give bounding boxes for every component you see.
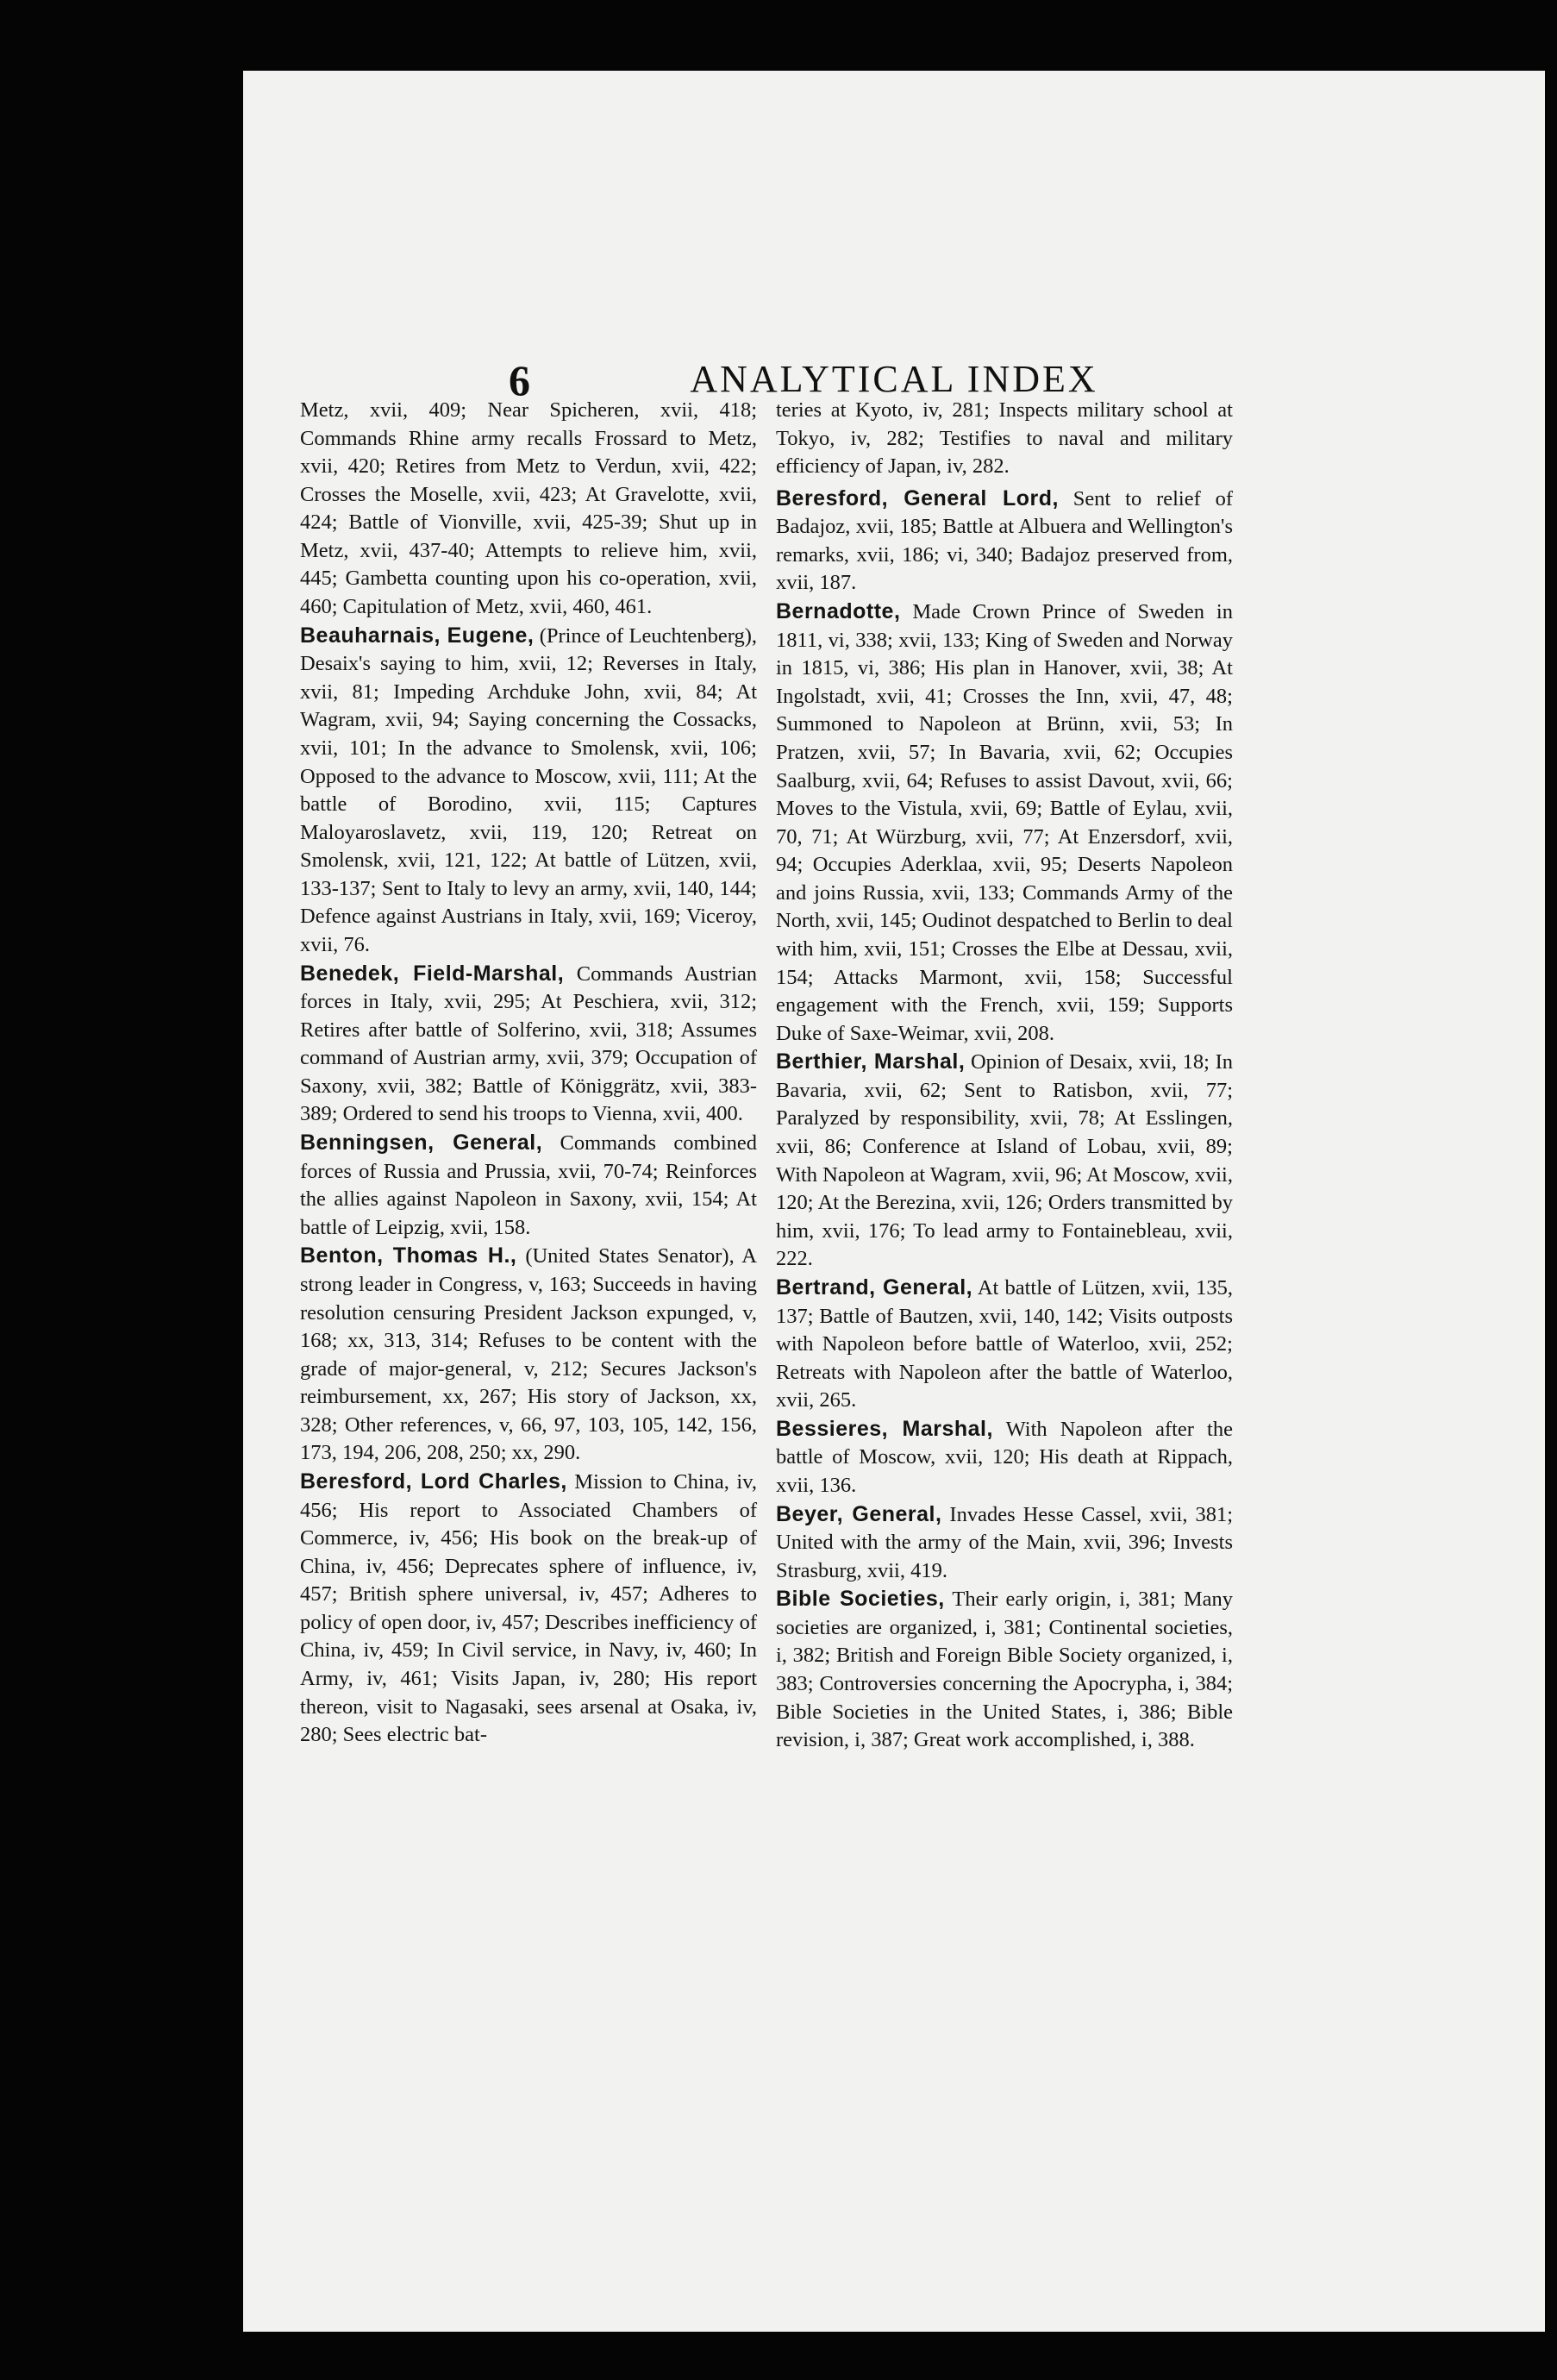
entry-text: Commands combined forces of Russia and Prussia, xvii, 70-74; Reinforces the allies against Napoleon in Saxony, xvii, 154; At battle of Leipzig, xvii, 158. <box>300 1131 757 1239</box>
index-entry <box>300 1468 757 1750</box>
entry-heading: Benningsen, General, <box>300 1130 543 1156</box>
index-entry <box>300 622 757 960</box>
entry-heading: Bernadotte, <box>776 599 901 624</box>
entry-heading: Beresford, General Lord, <box>776 485 1059 510</box>
entry-heading: Beresford, Lord Charles, <box>300 1469 567 1494</box>
entry-text: Made Crown Prince of Sweden in 1811, vi, 338; xvii, 133; King of Sweden and Norway in 1815, vi, 386; His plan in Hanover, xvii, 38; At Ingolstadt, xvii, 41; Crosses the Inn, xvii, 47, 48; Summoned to Napoleon at Brünn, xvii, 53; In Pratzen, xvii, 57; In Bavaria, xvii, 62; Occupies Saalburg, xvii, 64; Refuses to assist Davout, xvii, 66; Moves to the Vistula, xvii, 69; Battle of Eylau, xvii, 70, 71; At Würzburg, xvii, 77; At Enzersdorf, xvii, 94; Occupies Aderklaa, xvii, 95; Deserts Napoleon and joins Russia, xvii, 133; Commands Army of the North, xvii, 145; Oudinot despatched to Berlin to deal with him, xvii, 151; Crosses the Elbe at Dessau, xvii, 154; Attacks Marmont, xvii, 158; Successful engagement with the French, xvii, 159; Supports Duke of Saxe-Weimar, xvii, 208. <box>776 600 1233 1045</box>
entry-text: Commands Austrian forces in Italy, xvii, 295; At Peschiera, xvii, 312; Retires after battle of Solferino, xvii, 318; Assumes command of Austrian army, xvii, 379; Occupation of Saxony, xvii, 382; Battle of Königgrätz, xvii, 383-389; Ordered to send his troops to Vienna, xvii, 400. <box>300 961 757 1126</box>
entry-heading: Berthier, Marshal, <box>776 1049 966 1074</box>
entry-heading: Beauharnais, Eugene, <box>300 623 535 648</box>
entry-heading: Bessieres, Marshal, <box>776 1416 993 1441</box>
index-entry <box>300 960 757 1129</box>
entry-text: Their early origin, i, 381; Many societies are organized, i, 381; Continental societies, i, 382; British and Foreign Bible Society organized, i, 383; Controversies concerning the Apocrypha, i, 384; Bible Societies in the United States, i, 386; Bible revision, i, 387; Great work accomplished, i, 388. <box>776 1588 1233 1752</box>
entry-heading: Benedek, Field-Marshal, <box>300 961 565 986</box>
entry-heading: Bible Societies, <box>776 1587 945 1612</box>
index-entry <box>776 1274 1233 1415</box>
index-entry <box>776 598 1233 1048</box>
index-entry <box>776 1585 1233 1754</box>
index-entry <box>300 1129 757 1242</box>
index-entry <box>776 1500 1233 1586</box>
entry-text: (Prince of Leuchtenberg), Desaix's saying to him, xvii, 12; Reverses in Italy, xvii, 81; Impeding Archduke John, xvii, 84; At Wagram, xvii, 94; Saying concerning the Cossacks, xvii, 101; In the advance to Smolensk, xvii, 106; Opposed to the advance to Moscow, xvii, 111; At the battle of Borodino, xvii, 115; Captures Maloyaroslavetz, xvii, 119, 120; Retreat on Smolensk, xvii, 121, 122; At battle of Lützen, xvii, 133-137; Sent to Italy to levy an army, xvii, 140, 144; Defence against Austrians in Italy, xvii, 169; Viceroy, xvii, 76. <box>300 623 757 956</box>
entry-heading: Beyer, General, <box>776 1501 942 1526</box>
index-entry <box>776 1048 1233 1274</box>
running-head: ANALYTICAL INDEX <box>690 358 1098 400</box>
index-entry <box>776 485 1233 598</box>
entry-text: (United States Senator), A strong leader in Congress, v, 163; Succeeds in having resolution censuring President Jackson expunged, v, 168; xx, 313, 314; Refuses to be content with the grade of major-general, v, 212; Secures Jackson's reimbursement, xx, 267; His story of Jackson, xx, 328; Other references, v, 66, 97, 103, 105, 142, 156, 173, 194, 206, 208, 250; xx, 290. <box>300 1244 757 1465</box>
index-column-left <box>300 397 757 1750</box>
page-number: 6 <box>509 356 530 404</box>
entry-text: With Napoleon after the battle of Moscow, xvii, 120; His death at Rippach, xvii, 136. <box>776 1417 1233 1497</box>
entry-text: Sent to relief of Badajoz, xvii, 185; Battle at Albuera and Wellington's remarks, xvii, 186; vi, 340; Badajoz preserved from, xvii, 187. <box>776 486 1233 595</box>
index-entry <box>300 1242 757 1468</box>
entry-text: At battle of Lützen, xvii, 135, 137; Battle of Bautzen, xvii, 140, 142; Visits outposts with Napoleon before battle of Waterloo, xvii, 252; Retreats with Napoleon after the battle of Waterloo, xvii, 265. <box>776 1275 1233 1412</box>
continued-entry-text: teries at Kyoto, iv, 281; Inspects military school at Tokyo, iv, 282; Testifies to naval and military efficiency of Japan, iv, 282. <box>776 398 1233 479</box>
continued-entry-text: Metz, xvii, 409; Near Spicheren, xvii, 418; Commands Rhine army recalls Frossard to Metz, xvii, 420; Retires from Metz to Verdun, xvii, 422; Crosses the Moselle, xvii, 423; At Gravelotte, xvii, 424; Battle of Vionville, xvii, 425-39; Shut up in Metz, xvii, 437-40; Attempts to relieve him, xvii, 445; Gambetta counting upon his co-operation, xvii, 460; Capitulation of Metz, xvii, 460, 461. <box>300 398 757 619</box>
entry-text: Opinion of Desaix, xvii, 18; In Bavaria, xvii, 62; Sent to Ratisbon, xvii, 77; Paralyzed by responsibility, xvii, 78; At Esslingen, xvii, 86; Conference at Island of Lobau, xvii, 89; With Napoleon at Wagram, xvii, 96; At Moscow, xvii, 120; At the Berezina, xvii, 126; Orders transmitted by him, xvii, 176; To lead army to Fontainebleau, xvii, 222. <box>776 1050 1233 1271</box>
index-column-right <box>776 397 1233 1755</box>
entry-heading: Benton, Thomas H., <box>300 1243 517 1268</box>
index-entry <box>776 1415 1233 1500</box>
entry-text: Mission to China, iv, 456; His report to Associated Chambers of Commerce, iv, 456; His book on the break-up of China, iv, 456; Deprecates sphere of influence, iv, 457; British sphere universal, iv, 457; Adheres to policy of open door, iv, 457; Describes inefficiency of China, iv, 459; In Civil service, in Navy, iv, 460; In Army, iv, 461; Visits Japan, iv, 280; His report thereon, visit to Nagasaki, sees arsenal at Osaka, iv, 280; Sees electric bat- <box>300 1469 757 1747</box>
entry-text: Invades Hesse Cassel, xvii, 381; United with the army of the Main, xvii, 396; Invests Strasburg, xvii, 419. <box>776 1502 1233 1582</box>
entry-heading: Bertrand, General, <box>776 1275 973 1300</box>
